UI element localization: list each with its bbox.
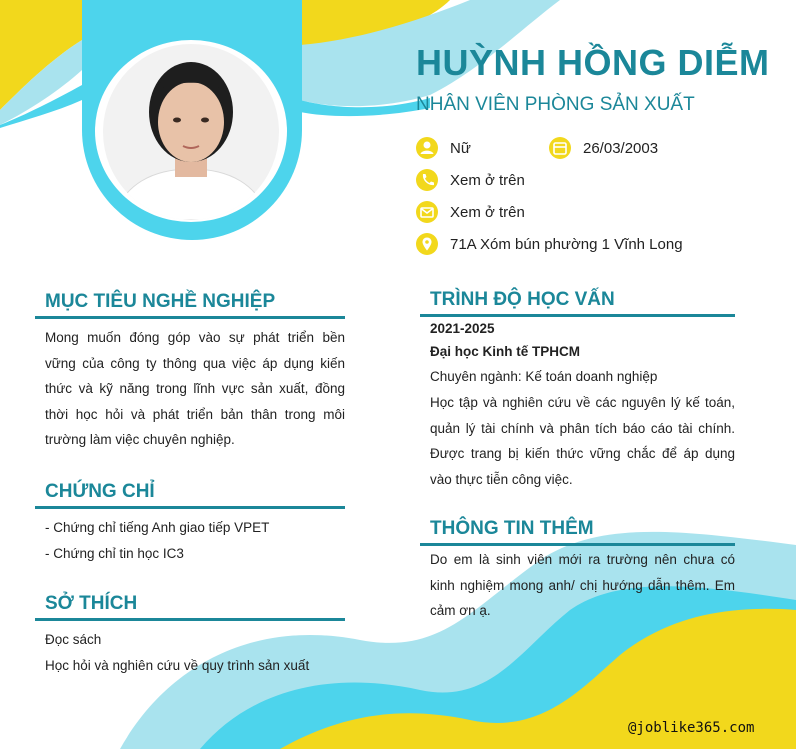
education-title: TRÌNH ĐỘ HỌC VẤN bbox=[430, 289, 615, 310]
objective-title: MỤC TIÊU NGHỀ NGHIỆP bbox=[45, 291, 276, 312]
education-school: Đại học Kinh tế TPHCM bbox=[430, 344, 581, 359]
extra-title: THÔNG TIN THÊM bbox=[430, 518, 594, 539]
certificate-item: - Chứng chỉ tiếng Anh giao tiếp VPET bbox=[45, 520, 270, 535]
candidate-name: HUỲNH HỒNG DIỄM bbox=[416, 42, 770, 83]
hobby-item: Đọc sách bbox=[45, 632, 102, 647]
watermark: @joblike365.com bbox=[628, 720, 755, 736]
email-value: Xem ở trên bbox=[450, 204, 525, 221]
certificate-item: - Chứng chỉ tin học IC3 bbox=[45, 546, 184, 561]
education-description: Học tập và nghiên cứu về các nguyên lý kế toán, quản lý tài chính và phân tích báo cáo tài chính. Được trang bị kiến thức vững chắc để áp dụng vào thực tiễn công việc. bbox=[430, 395, 735, 487]
address-value: 71A Xóm bún phường 1 Vĩnh Long bbox=[450, 236, 683, 253]
dob-value: 26/03/2003 bbox=[583, 140, 659, 157]
hobbies-divider bbox=[35, 618, 345, 621]
calendar-icon bbox=[549, 137, 571, 159]
avatar bbox=[103, 44, 279, 220]
location-icon bbox=[416, 233, 438, 255]
phone-icon bbox=[416, 169, 438, 191]
hobbies-title: SỞ THÍCH bbox=[45, 593, 138, 614]
education-major: Chuyên ngành: Kế toán doanh nghiệp bbox=[430, 369, 658, 384]
job-title: NHÂN VIÊN PHÒNG SẢN XUẤT bbox=[416, 94, 695, 115]
education-divider bbox=[420, 314, 735, 317]
objective-text: Mong muốn đóng góp vào sự phát triển bền vững của công ty thông qua việc áp dụng kiến thức và kỹ năng trong lĩnh vực sản xuất, đồng thời học hỏi và phát triển bản thân trong môi trường làm việc chuyên nghiệp. bbox=[45, 330, 345, 448]
avatar-image bbox=[103, 44, 279, 220]
email-icon bbox=[416, 201, 438, 223]
extra-divider bbox=[420, 543, 735, 546]
certificates-divider bbox=[35, 506, 345, 509]
certificates-title: CHỨNG CHỈ bbox=[45, 481, 155, 502]
phone-value: Xem ở trên bbox=[450, 172, 525, 189]
user-icon bbox=[416, 137, 438, 159]
extra-text: Do em là sinh viên mới ra trường nên chưa có kinh nghiệm mong anh/ chị hướng dẫn thêm. Em cảm ơn ạ. bbox=[430, 552, 735, 619]
objective-divider bbox=[35, 316, 345, 319]
gender-value: Nữ bbox=[450, 140, 471, 157]
hobby-item: Học hỏi và nghiên cứu về quy trình sản xuất bbox=[45, 658, 310, 673]
education-years: 2021-2025 bbox=[430, 321, 495, 336]
